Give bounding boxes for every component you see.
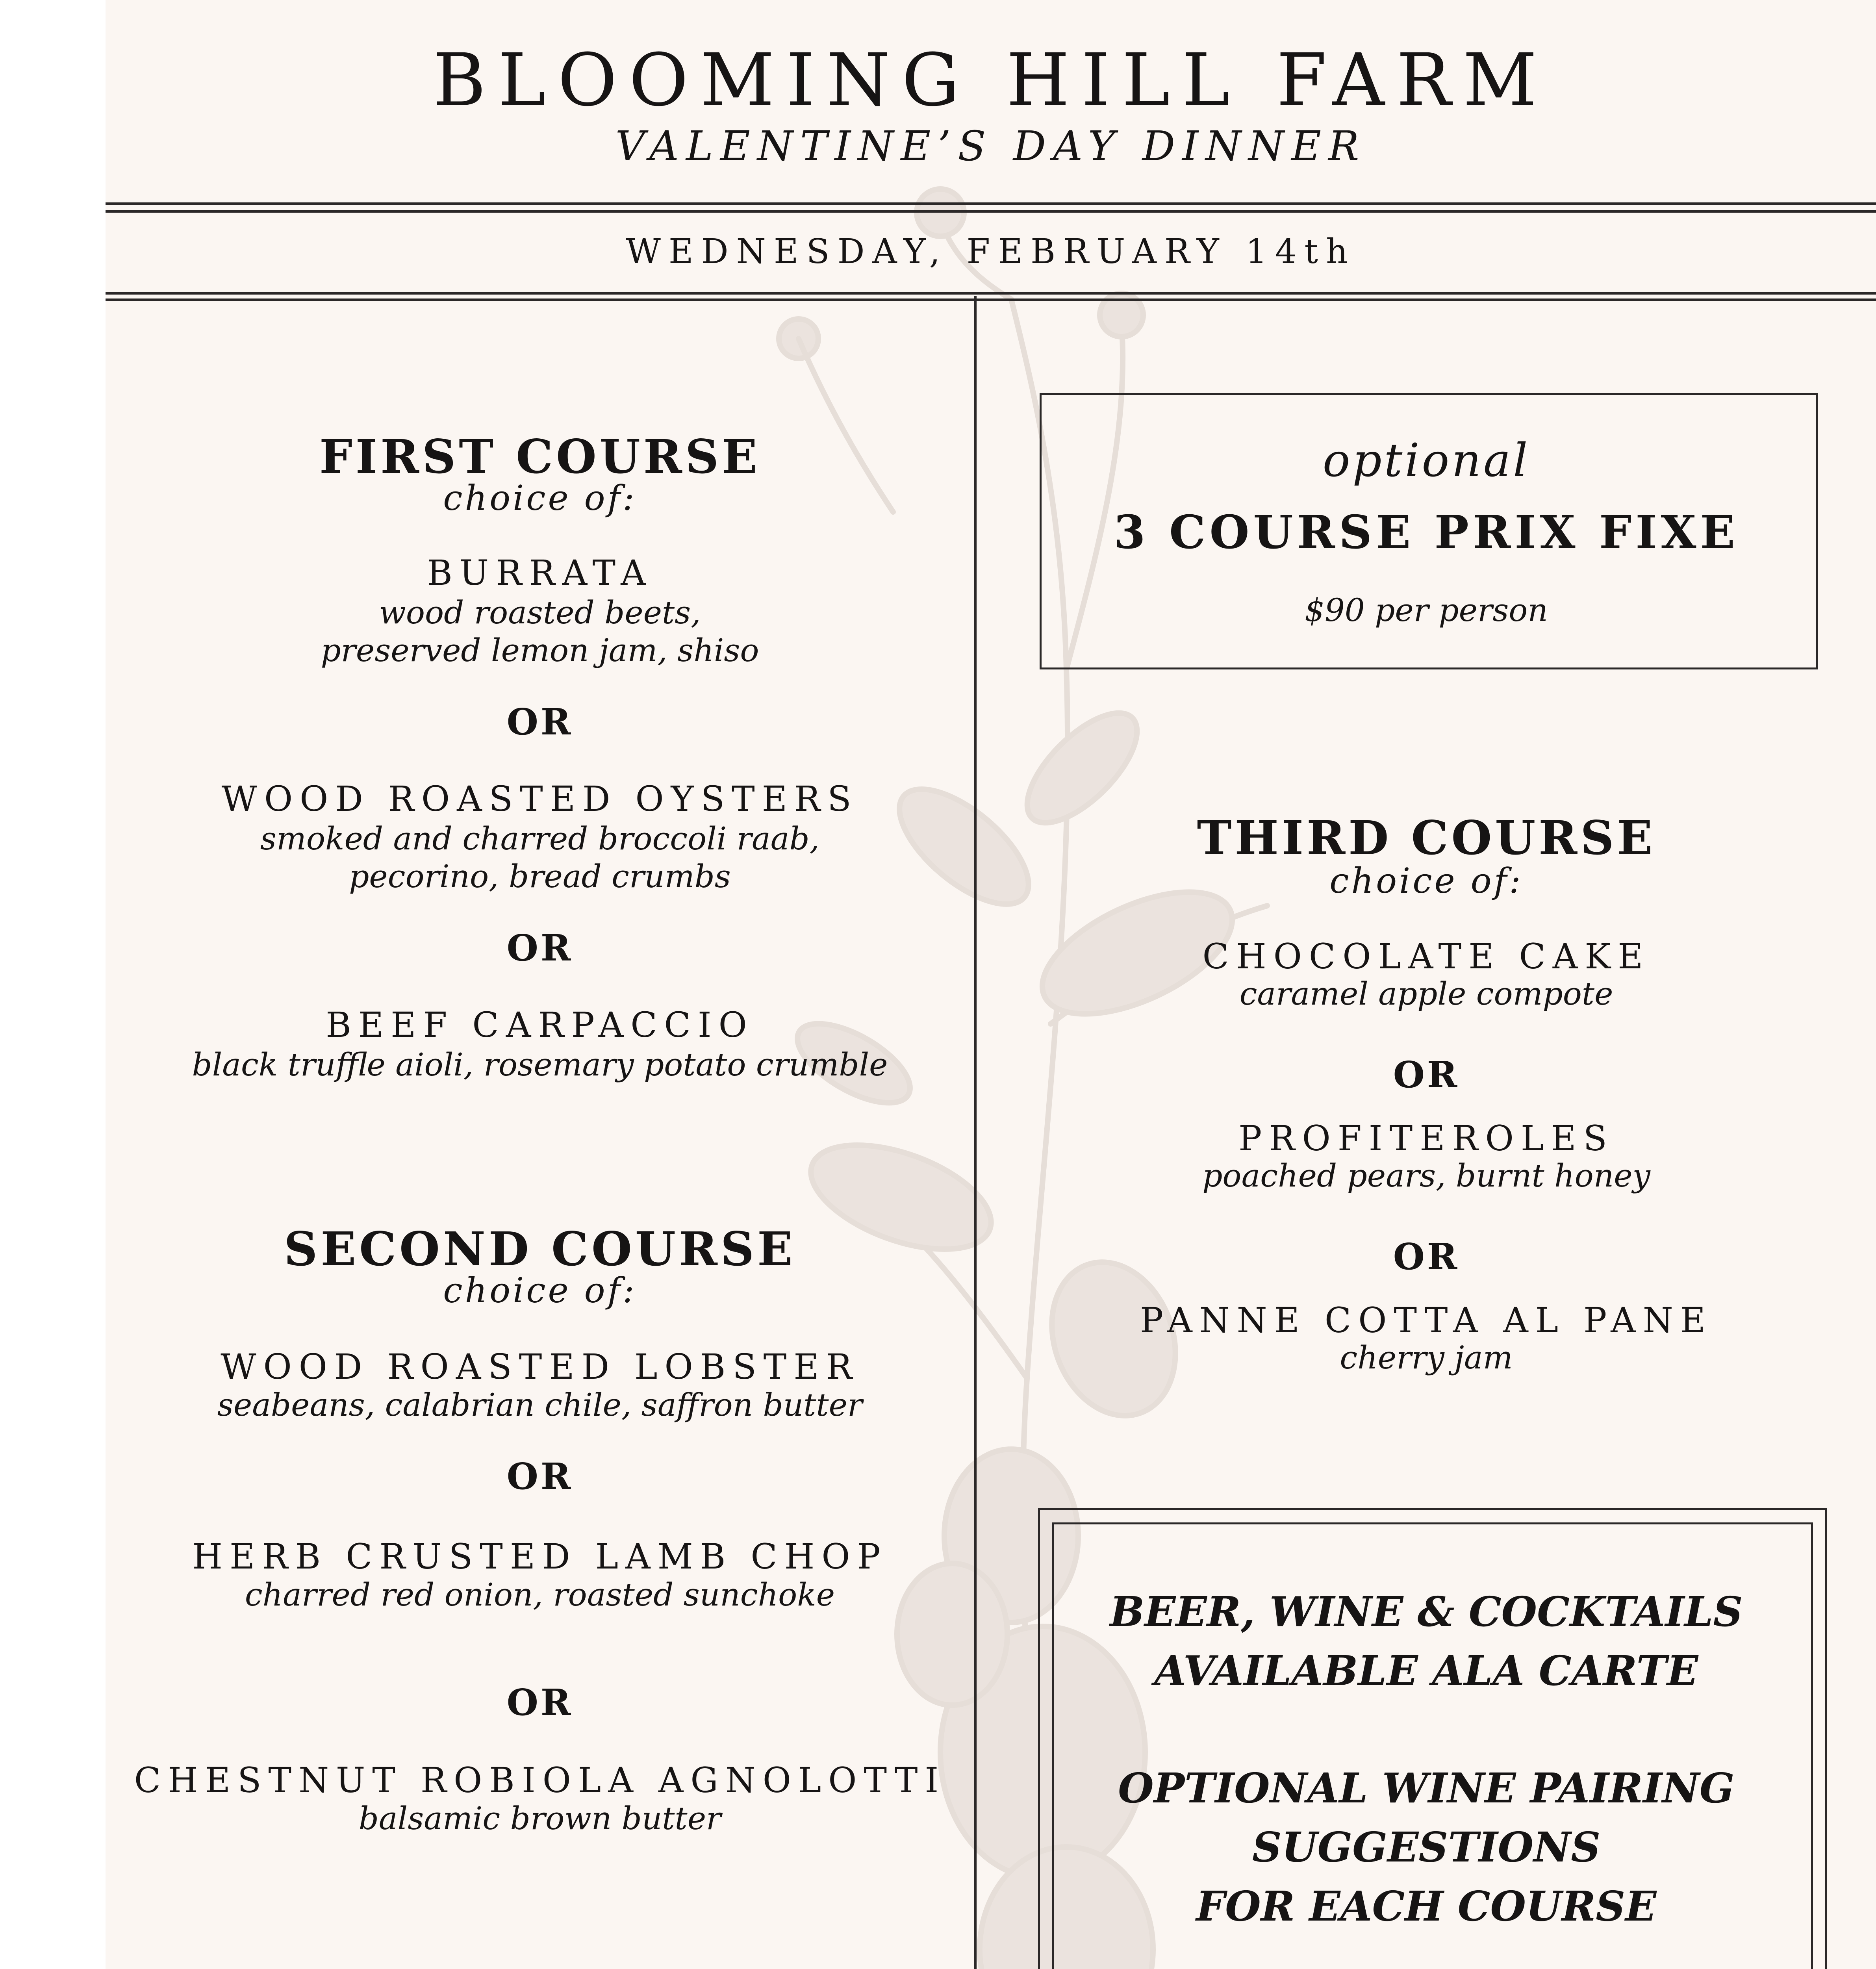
drinks-line: SUGGESTIONS	[1252, 1823, 1601, 1871]
dish-description: charred red onion, roasted sunchoke	[245, 1576, 835, 1613]
dish-description: caramel apple compote	[1239, 975, 1613, 1012]
event-subtitle: VALENTINE’S DAY DINNER	[615, 122, 1366, 170]
dish-description: poached pears, burnt honey	[1202, 1157, 1650, 1194]
dish-description: cherry jam	[1340, 1339, 1513, 1376]
dish-name: PANNE COTTA AL PANE	[1140, 1300, 1713, 1340]
dish-description: preserved lemon jam, shiso	[321, 632, 759, 669]
second-course-choice: choice of:	[443, 1270, 637, 1311]
or-separator: OR	[1393, 1053, 1460, 1096]
drinks-line: OPTIONAL WINE PAIRING	[1118, 1764, 1735, 1812]
header-divider-top-2	[106, 210, 1876, 213]
third-course-heading: THIRD COURSE	[1197, 810, 1656, 865]
dish-name: HERB CRUSTED LAMB CHOP	[192, 1536, 888, 1577]
header-divider-bottom-2	[106, 299, 1876, 301]
drinks-line: AVAILABLE ALA CARTE	[1154, 1646, 1698, 1695]
or-separator: OR	[506, 927, 573, 969]
restaurant-name: BLOOMING HILL FARM	[432, 38, 1549, 122]
dish-name: CHOCOLATE CAKE	[1202, 936, 1650, 977]
second-course-heading: SECOND COURSE	[284, 1222, 796, 1276]
third-course-choice: choice of:	[1329, 860, 1523, 901]
dish-name: WOOD ROASTED OYSTERS	[221, 779, 858, 819]
event-date: WEDNESDAY, FEBRUARY 14th	[626, 232, 1356, 271]
first-course-choice: choice of:	[443, 478, 637, 518]
dish-name: CHESTNUT ROBIOLA AGNOLOTTI	[134, 1760, 946, 1800]
or-separator: OR	[506, 1455, 573, 1498]
dish-name: WOOD ROASTED LOBSTER	[221, 1346, 859, 1387]
dish-description: black truffle aioli, rosemary potato crumble	[192, 1046, 888, 1083]
dish-description: balsamic brown butter	[358, 1800, 721, 1837]
dish-name: BEEF CARPACCIO	[326, 1005, 754, 1045]
prix-fixe-price: $90 per person	[1305, 592, 1548, 629]
menu-page	[106, 0, 1876, 1969]
first-course-heading: FIRST COURSE	[319, 429, 760, 484]
dish-description: wood roasted beets,	[379, 594, 701, 631]
dish-name: PROFITEROLES	[1238, 1118, 1614, 1159]
or-separator: OR	[506, 701, 573, 743]
or-separator: OR	[1393, 1235, 1460, 1278]
header-divider-top	[106, 202, 1876, 205]
or-separator: OR	[506, 1681, 573, 1724]
prix-fixe-title: 3 COURSE PRIX FIXE	[1114, 506, 1739, 559]
drinks-line: FOR EACH COURSE	[1196, 1882, 1657, 1930]
header-divider-bottom	[106, 292, 1876, 295]
dish-description: smoked and charred broccoli raab,	[260, 820, 820, 857]
dish-description: seabeans, calabrian chile, saffron butter	[217, 1387, 863, 1423]
dish-description: pecorino, bread crumbs	[349, 858, 731, 895]
prix-fixe-optional: optional	[1322, 434, 1530, 487]
drinks-line: BEER, WINE & COCKTAILS	[1110, 1587, 1743, 1636]
dish-name: BURRATA	[427, 553, 653, 593]
